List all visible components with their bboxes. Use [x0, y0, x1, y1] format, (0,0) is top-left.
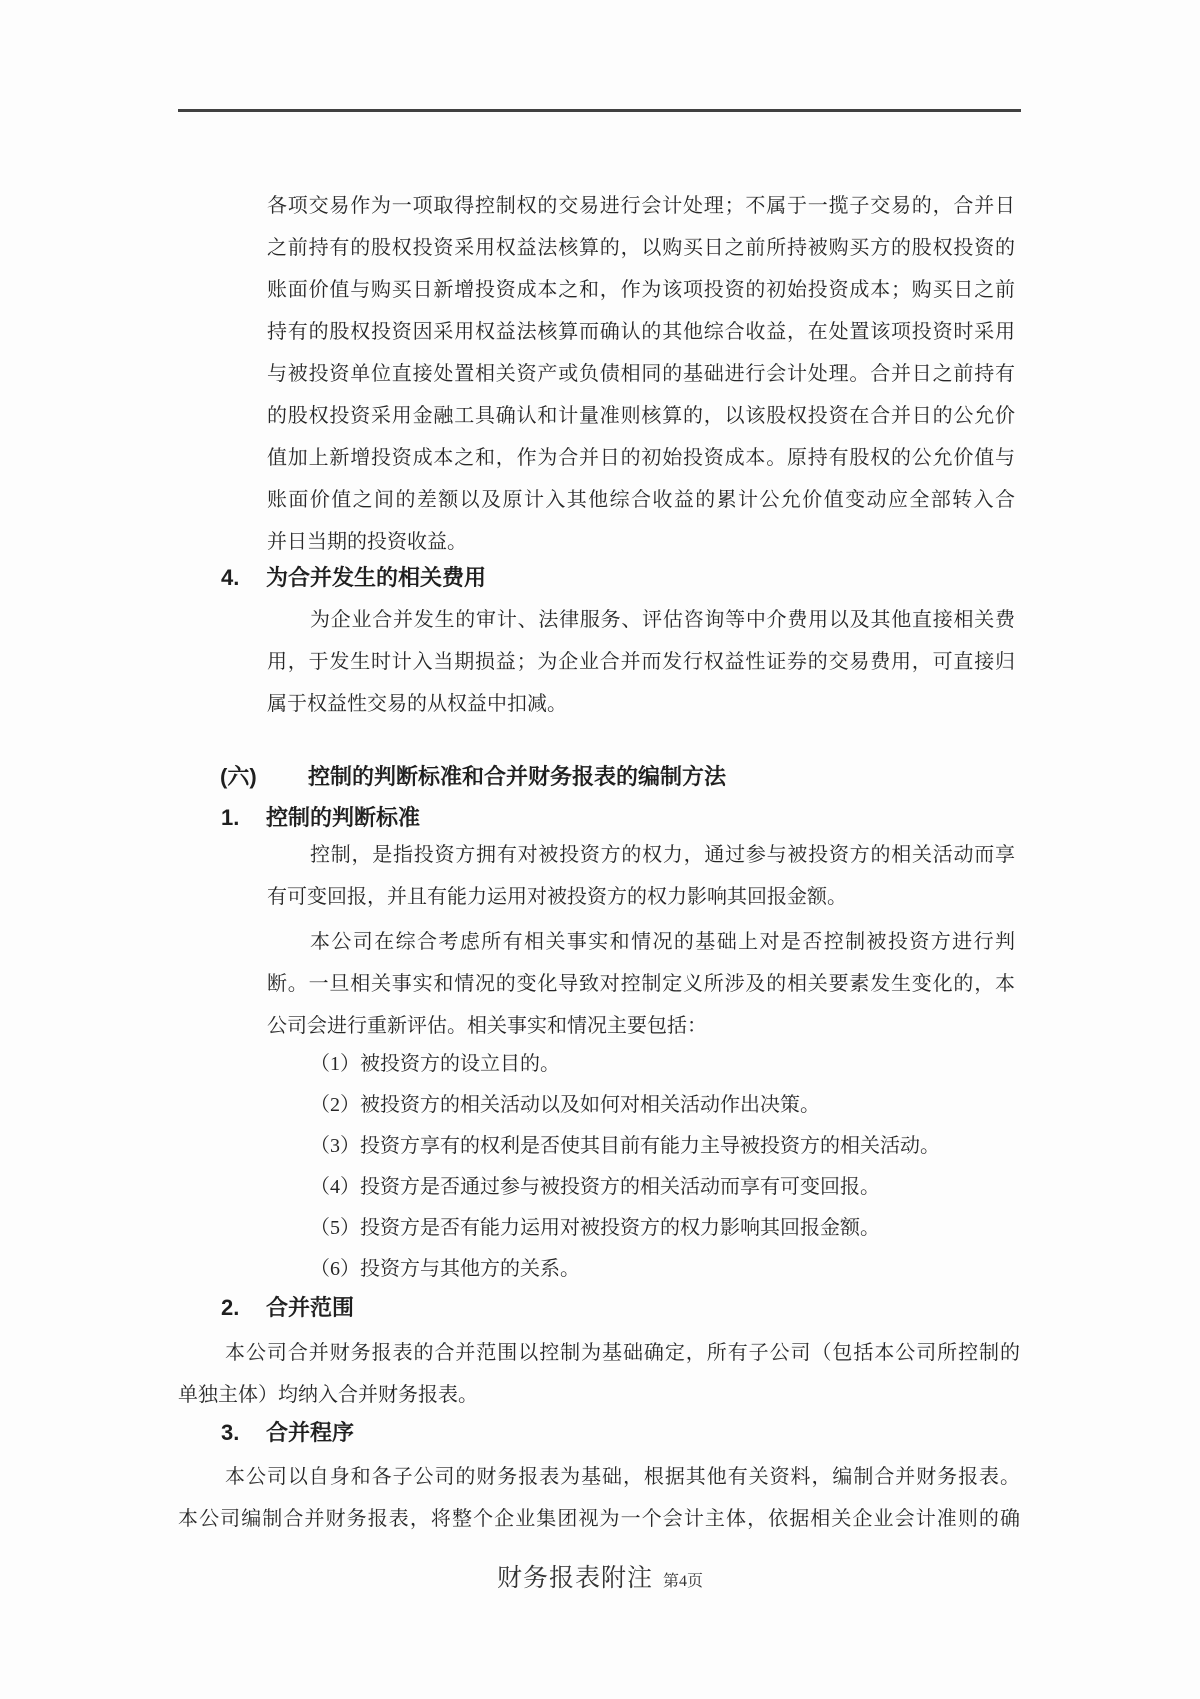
- continuation-paragraph: [267, 185, 1015, 563]
- text-line: 持有的股权投资因采用权益法核算而确认的其他综合收益，在处置该项投资时采用: [267, 321, 1015, 343]
- text-line: 本公司在综合考虑所有相关事实和情况的基础上对是否控制被投资方进行判: [310, 931, 1015, 953]
- text-line: 本公司合并财务报表的合并范围以控制为基础确定，所有子公司（包括本公司所控制的: [225, 1342, 1020, 1364]
- text-line: 并日当期的投资收益。: [267, 531, 467, 553]
- paragraph-control-assessment: [267, 921, 1015, 1047]
- heading-title: 合并程序: [266, 1420, 355, 1445]
- heading-number: (六): [220, 764, 257, 789]
- paragraph-control-definition: [267, 834, 1015, 918]
- text-line: 断。一旦相关事实和情况的变化导致对控制定义所涉及的相关要素发生变化的，本: [267, 973, 1015, 995]
- heading-number: 2.: [221, 1295, 240, 1320]
- heading-title: 为合并发生的相关费用: [266, 565, 487, 590]
- section-heading-merger-expenses: [221, 557, 486, 599]
- text-line: 有可变回报，并且有能力运用对被投资方的权力影响其回报金额。: [267, 886, 847, 908]
- list-item: （2）被投资方的相关活动以及如何对相关活动作出决策。: [310, 1094, 820, 1116]
- heading-title: 控制的判断标准和合并财务报表的编制方法: [308, 764, 727, 789]
- paragraph-consolidation-scope: [178, 1332, 1020, 1416]
- list-item: （1）被投资方的设立目的。: [310, 1053, 560, 1075]
- subsection-heading-consolidation-procedure: [221, 1412, 354, 1454]
- subsection-heading-consolidation-scope: [221, 1287, 354, 1329]
- text-line: 的股权投资采用金融工具确认和计量准则核算的，以该股权投资在合并日的公允价: [267, 405, 1015, 427]
- text-line: 之前持有的股权投资采用权益法核算的，以购买日之前所持被购买方的股权投资的: [267, 237, 1015, 259]
- text-line: 本公司编制合并财务报表，将整个企业集团视为一个会计主体，依据相关企业会计准则的确: [178, 1508, 1020, 1530]
- text-line: 属于权益性交易的从权益中扣减。: [267, 693, 567, 715]
- footer-page-number: 第4页: [663, 1573, 704, 1590]
- heading-title: 控制的判断标准: [266, 805, 421, 830]
- list-item: （3）投资方享有的权利是否使其目前有能力主导被投资方的相关活动。: [310, 1135, 940, 1157]
- heading-title: 合并范围: [266, 1295, 355, 1320]
- list-item: （4）投资方是否通过参与被投资方的相关活动而享有可变回报。: [310, 1176, 880, 1198]
- text-line: 本公司以自身和各子公司的财务报表为基础，根据其他有关资料，编制合并财务报表。: [225, 1466, 1020, 1488]
- list-item: （6）投资方与其他方的关系。: [310, 1258, 580, 1280]
- paragraph-merger-expenses: [267, 599, 1015, 725]
- heading-number: 3.: [221, 1420, 240, 1445]
- heading-number: 4.: [221, 565, 240, 590]
- heading-number: 1.: [221, 805, 240, 830]
- text-line: 为企业合并发生的审计、法律服务、评估咨询等中介费用以及其他直接相关费: [310, 609, 1015, 631]
- criteria-list: [267, 1044, 1015, 1290]
- text-line: 单独主体）均纳入合并财务报表。: [178, 1384, 478, 1406]
- subsection-heading-control-criteria: [221, 797, 420, 839]
- footer-title: 财务报表附注: [496, 1565, 653, 1592]
- list-item: （5）投资方是否有能力运用对被投资方的权力影响其回报金额。: [310, 1217, 880, 1239]
- text-line: 账面价值与购买日新增投资成本之和，作为该项投资的初始投资成本；购买日之前: [267, 279, 1015, 301]
- section-heading-six: [220, 756, 726, 798]
- text-line: 控制，是指投资方拥有对被投资方的权力，通过参与被投资方的相关活动而享: [310, 844, 1015, 866]
- text-line: 账面价值之间的差额以及原计入其他综合收益的累计公允价值变动应全部转入合: [267, 489, 1015, 511]
- paragraph-consolidation-procedure: [178, 1456, 1020, 1540]
- page-footer: [0, 1558, 1200, 1594]
- text-line: 公司会进行重新评估。相关事实和情况主要包括：: [267, 1015, 707, 1037]
- text-line: 值加上新增投资成本之和，作为合并日的初始投资成本。原持有股权的公允价值与: [267, 447, 1015, 469]
- header-rule: [178, 109, 1021, 112]
- text-line: 用，于发生时计入当期损益；为企业合并而发行权益性证券的交易费用，可直接归: [267, 651, 1015, 673]
- text-line: 各项交易作为一项取得控制权的交易进行会计处理；不属于一揽子交易的，合并日: [267, 195, 1015, 217]
- text-line: 与被投资单位直接处置相关资产或负债相同的基础进行会计处理。合并日之前持有: [267, 363, 1015, 385]
